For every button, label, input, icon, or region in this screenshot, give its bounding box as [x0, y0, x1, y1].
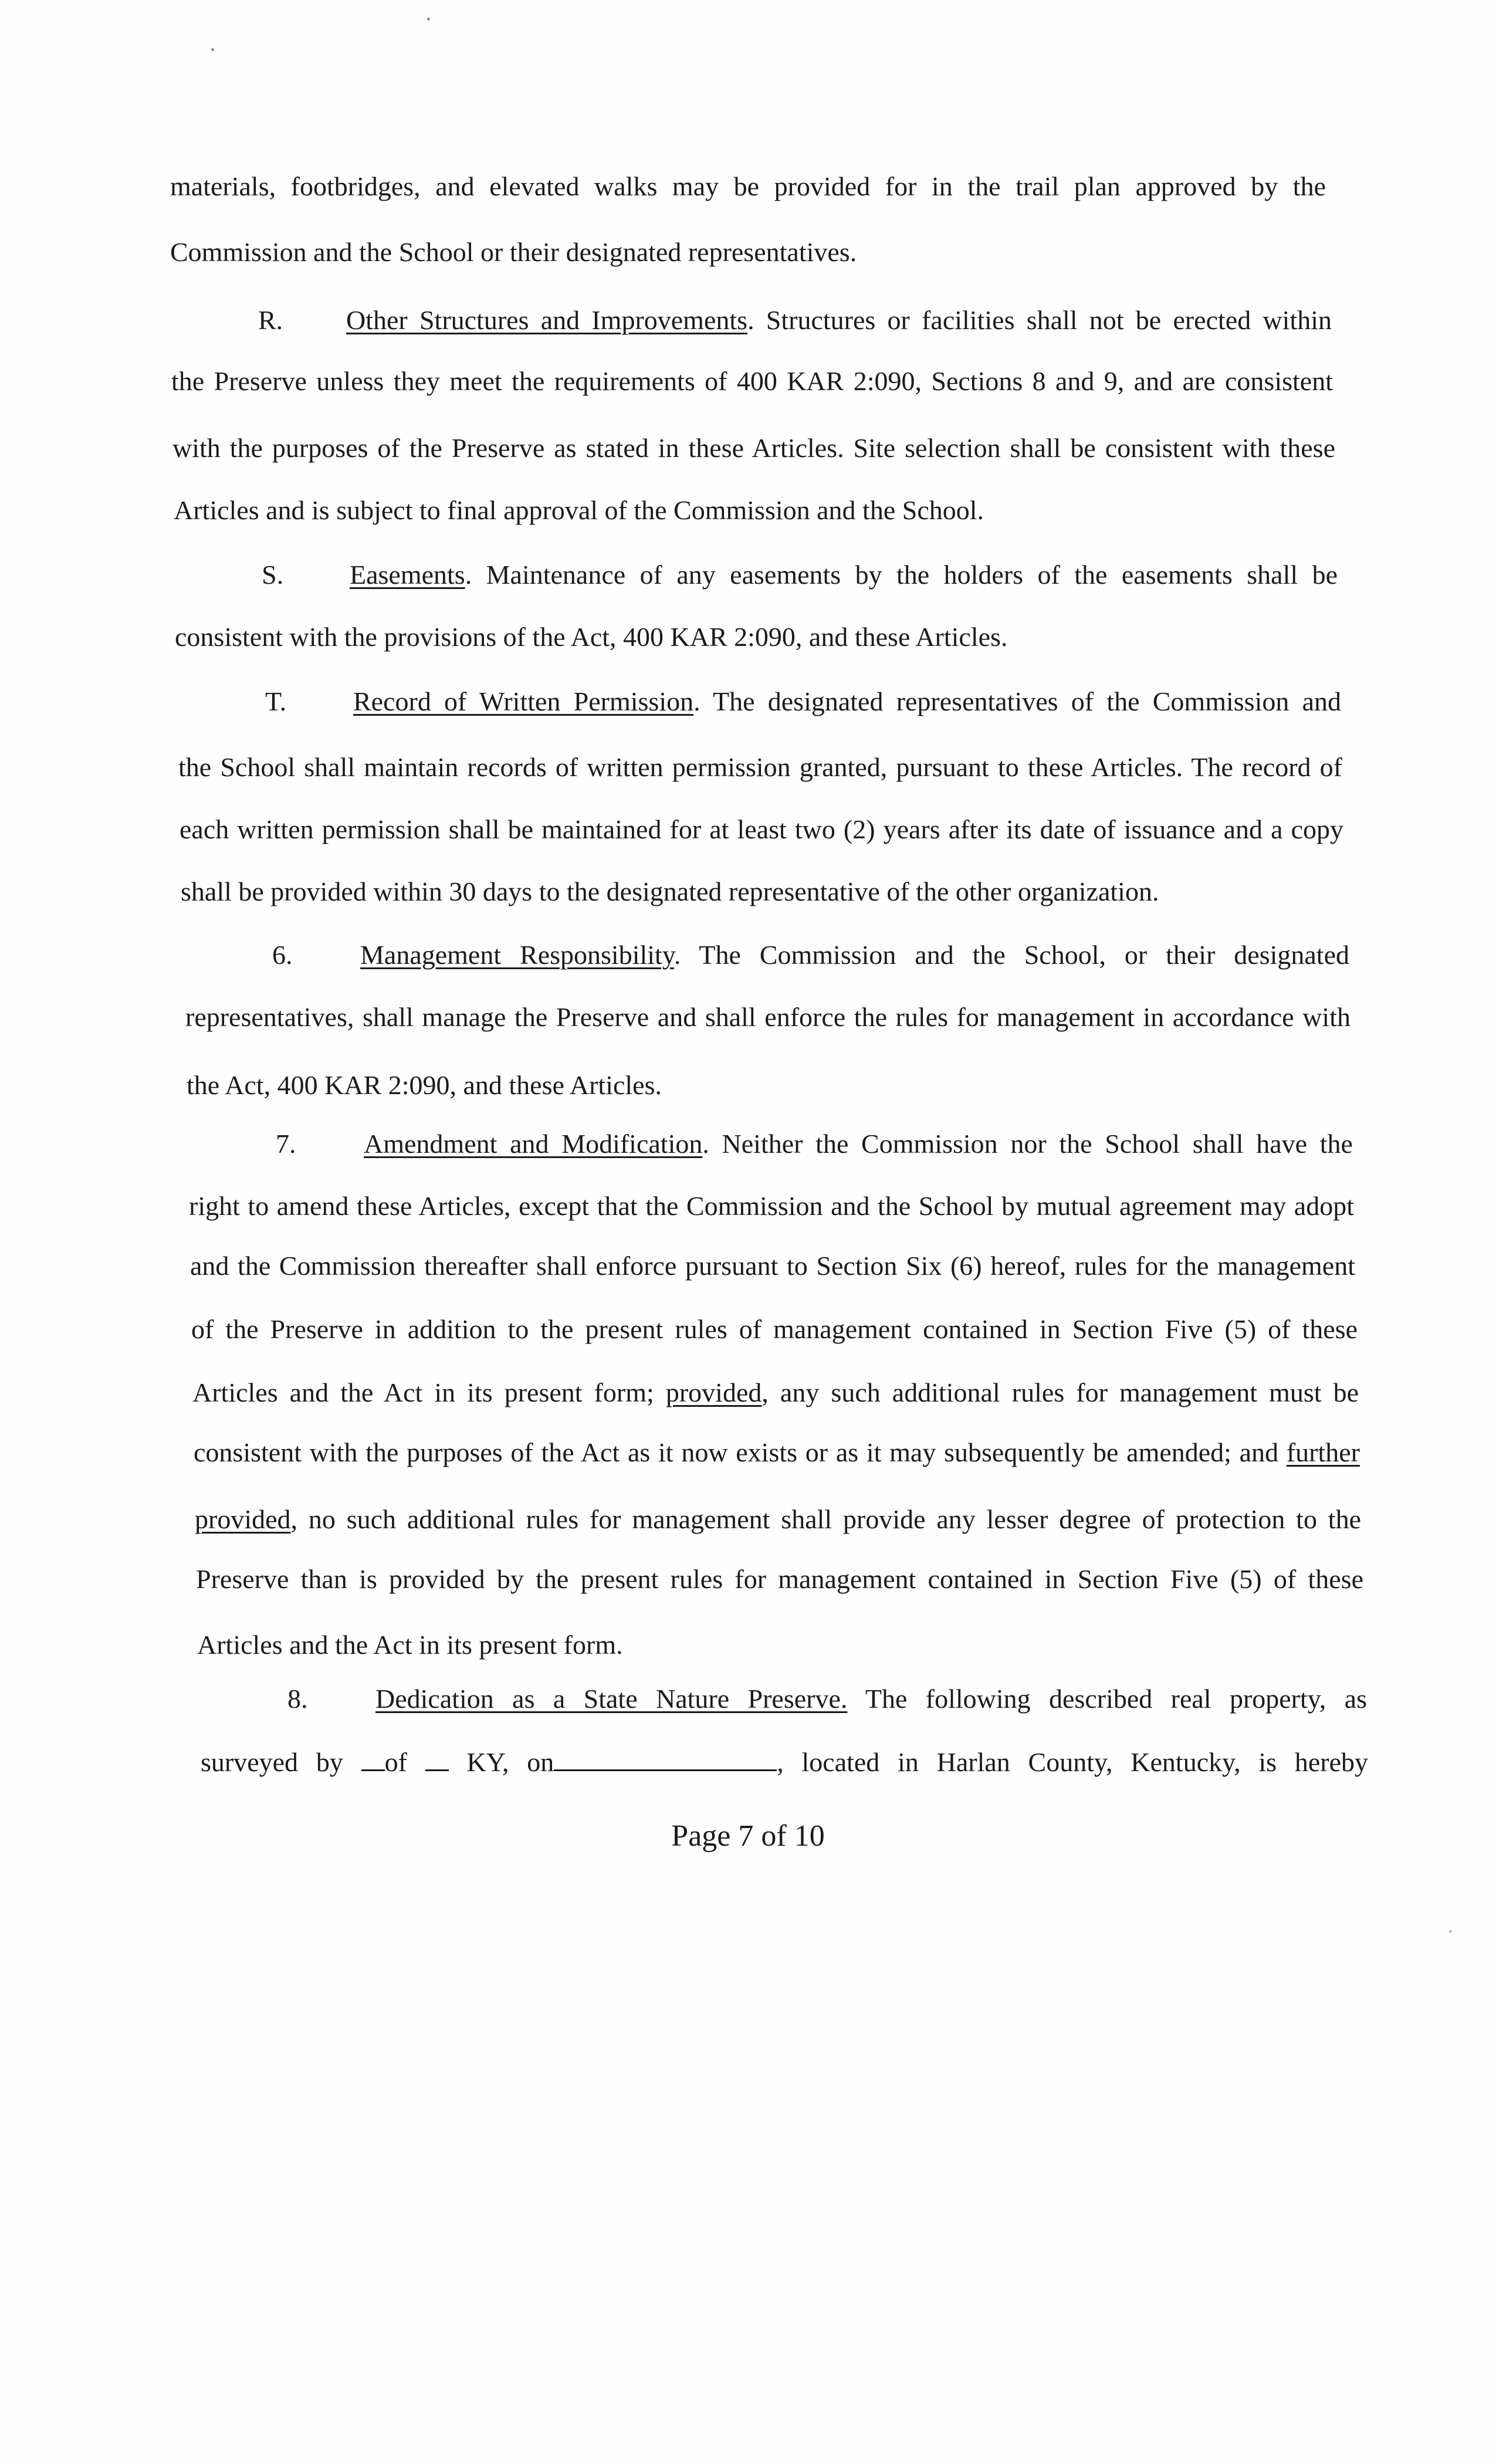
paragraph-line: representatives, shall manage the Preserve and shall enforce the rules for management in accordance with — [185, 1002, 1351, 1032]
paragraph-line: the Act, 400 KAR 2:090, and these Articles. — [187, 1070, 662, 1100]
section-marker: T. — [265, 686, 287, 716]
section-text: The following described real property, as — [847, 1684, 1367, 1714]
paragraph-line: with the purposes of the Preserve as stated in these Articles. Site selection shall be consistent with these — [172, 433, 1335, 463]
page-number: Page 7 of 10 — [671, 1819, 825, 1853]
section-r-first-line — [258, 304, 1332, 337]
paragraph-line — [194, 1436, 1360, 1469]
paragraph-line: the School shall maintain records of written permission granted, pursuant to these Articles. The record of — [178, 752, 1342, 782]
paragraph-line: consistent with the provisions of the Act, 400 KAR 2:090, and these Articles. — [175, 622, 1008, 652]
paragraph-line: Articles and the Act in its present form. — [197, 1630, 623, 1660]
paragraph-line — [192, 1376, 1359, 1409]
underlined-term: further — [1286, 1437, 1360, 1467]
paragraph-line: and the Commission thereafter shall enforce pursuant to Section Six (6) hereof, rules for the management — [190, 1251, 1355, 1281]
blank-field — [425, 1746, 449, 1771]
section-heading: Record of Written Permission — [353, 686, 694, 716]
section-6-first-line — [272, 939, 1349, 972]
paragraph-line: materials, footbridges, and elevated walks may be provided for in the trail plan approved by the — [170, 171, 1326, 201]
section-heading: Amendment and Modification — [364, 1129, 703, 1159]
section-heading: Dedication as a State Nature Preserve. — [375, 1684, 848, 1714]
blank-date-field — [554, 1746, 777, 1771]
scan-artifact — [427, 18, 430, 21]
underlined-term: provided — [195, 1504, 291, 1534]
paragraph-line: shall be provided within 30 days to the designated representative of the other organization. — [181, 876, 1159, 906]
section-marker: 6. — [272, 940, 293, 970]
line-text: of — [384, 1747, 425, 1777]
line-text: surveyed by — [201, 1747, 361, 1777]
scan-artifact — [211, 48, 214, 51]
section-text: . The Commission and the School, or their designated — [673, 940, 1349, 970]
paragraph-line: Commission and the School or their designated representatives. — [170, 237, 857, 267]
section-marker: S. — [262, 560, 284, 590]
scan-artifact — [1449, 1930, 1452, 1933]
paragraph-line: Articles and is subject to final approval of the Commission and the School. — [174, 495, 984, 525]
section-text: . The designated representatives of the Commission and — [693, 686, 1342, 716]
paragraph-line — [201, 1746, 1368, 1779]
section-heading: Easements — [350, 560, 465, 590]
blank-field — [361, 1746, 385, 1771]
paragraph-line — [195, 1503, 1361, 1536]
line-text: , located in Harlan County, Kentucky, is hereby — [777, 1747, 1368, 1777]
section-8-first-line — [287, 1683, 1367, 1715]
section-marker: 8. — [287, 1684, 308, 1714]
line-text: , no such additional rules for management shall provide any lesser degree of protection to the — [290, 1504, 1361, 1534]
section-t-first-line — [265, 685, 1341, 718]
line-text: , any such additional rules for management must be — [761, 1377, 1359, 1407]
line-text: Articles and the Act in its present form; — [192, 1377, 666, 1407]
section-marker: R. — [258, 305, 283, 335]
paragraph-line: the Preserve unless they meet the requirements of 400 KAR 2:090, Sections 8 and 9, and are consistent — [171, 366, 1333, 396]
section-marker: 7. — [276, 1129, 296, 1159]
paragraph-line: right to amend these Articles, except that the Commission and the School by mutual agreement may adopt — [189, 1191, 1354, 1221]
section-text: . Neither the Commission nor the School shall have the — [702, 1129, 1353, 1159]
section-text: . Structures or facilities shall not be erected within — [747, 305, 1332, 335]
section-text: . Maintenance of any easements by the holders of the easements shall be — [465, 560, 1338, 590]
paragraph-line: Preserve than is provided by the present rules for management contained in Section Five (5) of these — [196, 1564, 1363, 1594]
section-s-first-line — [262, 559, 1338, 591]
section-heading: Management Responsibility — [360, 940, 674, 970]
paragraph-line: of the Preserve in addition to the present rules of management contained in Section Five (5) of these — [191, 1314, 1358, 1344]
section-heading: Other Structures and Improvements — [346, 305, 748, 335]
line-text: consistent with the purposes of the Act as it now exists or as it may subsequently be amended; and — [194, 1437, 1287, 1467]
paragraph-line: each written permission shall be maintained for at least two (2) years after its date of issuance and a copy — [180, 814, 1343, 844]
section-7-first-line — [276, 1128, 1353, 1160]
line-text: KY, on — [448, 1747, 554, 1777]
underlined-term: provided — [665, 1377, 762, 1407]
